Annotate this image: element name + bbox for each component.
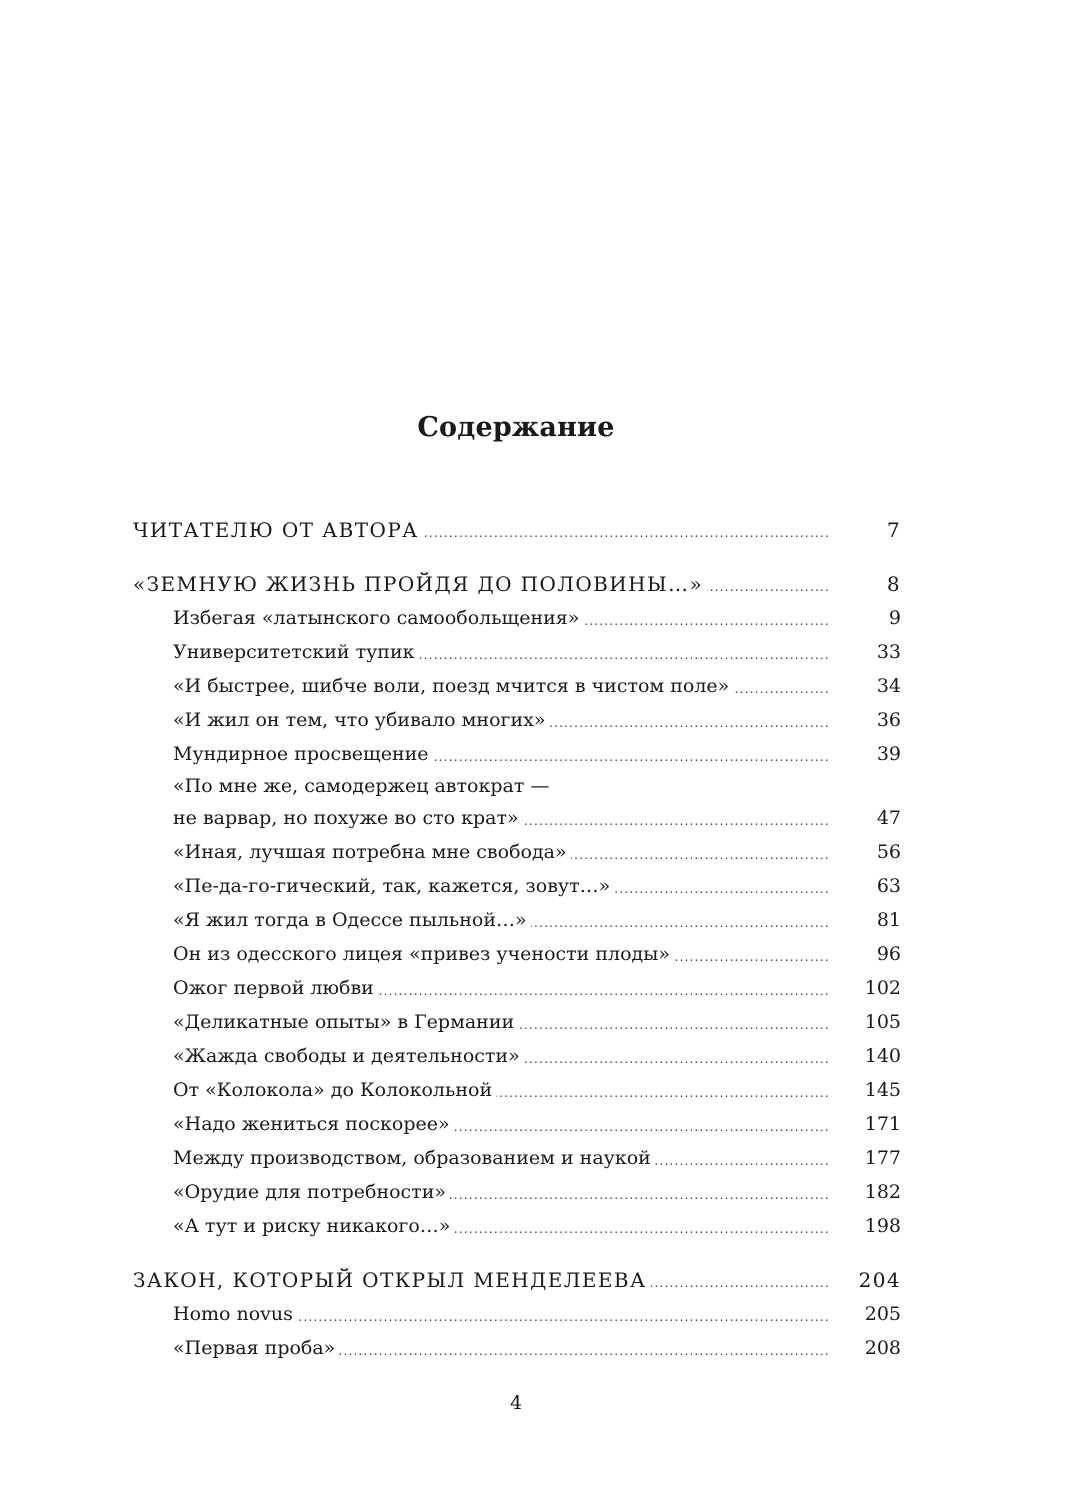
toc-entry[interactable] <box>133 1141 901 1175</box>
toc-entry-label: «Иная, лучшая потребна мне свобода» <box>173 841 571 863</box>
toc-entry[interactable] <box>133 1073 901 1107</box>
toc-entry-label: «ЗЕМНУЮ ЖИЗНЬ ПРОЙДЯ ДО ПОЛОВИНЫ…» <box>133 572 707 596</box>
toc-entry-label: Ожог первой любви <box>173 977 378 999</box>
toc-entry-page: 208 <box>864 1337 901 1359</box>
toc-entry-label: «Надо жениться поскорее» <box>173 1113 454 1135</box>
toc-entry[interactable] <box>133 737 901 771</box>
toc-entry[interactable] <box>133 669 901 703</box>
toc-entry[interactable] <box>133 1175 901 1209</box>
toc-entry-label: «Я жил тогда в Одессе пыльной…» <box>173 909 531 931</box>
toc-entry-page: 63 <box>876 875 901 897</box>
toc-entry-page: 204 <box>858 1268 901 1292</box>
toc-entry-page: 105 <box>864 1011 901 1033</box>
toc-entry-page: 81 <box>876 909 901 931</box>
toc-entry-page: 140 <box>864 1045 901 1067</box>
toc-entry[interactable] <box>133 869 901 903</box>
toc-entry[interactable] <box>133 903 901 937</box>
toc-entry-page: 8 <box>886 572 901 596</box>
toc-entry-page: 39 <box>876 743 901 765</box>
toc-entry[interactable] <box>133 937 901 971</box>
toc-entry-label: Между производством, образованием и наукой <box>173 1147 655 1169</box>
toc-entry-label: «И быстрее, шибче воли, поезд мчится в чистом поле» <box>173 675 733 697</box>
toc-entry-label: ЧИТАТЕЛЮ ОТ АВТОРА <box>133 518 423 542</box>
toc-entry-page: 34 <box>876 675 901 697</box>
toc-entry[interactable] <box>133 835 901 869</box>
page-number: 4 <box>509 1392 523 1414</box>
toc-entry-label: «А тут и риску никакого…» <box>173 1215 454 1237</box>
toc-entry-page: 47 <box>876 807 901 829</box>
toc-entry-page: 177 <box>864 1147 901 1169</box>
toc-entry[interactable] <box>133 1107 901 1141</box>
toc-entry-page: 7 <box>886 518 901 542</box>
toc-entry[interactable] <box>133 1297 901 1331</box>
toc-entry-label: Homo novus <box>173 1303 297 1325</box>
toc-entry-label: «Орудие для потребности» <box>173 1181 450 1203</box>
toc-entry-page: 33 <box>876 641 901 663</box>
toc-entry-label: Университетский тупик <box>173 641 419 663</box>
toc-entry-page: 198 <box>864 1215 901 1237</box>
toc-entry-label: Избегая «латынского самообольщения» <box>173 607 583 629</box>
toc-entry-page: 145 <box>864 1079 901 1101</box>
toc-entry-label: «Первая проба» <box>173 1337 339 1359</box>
table-of-contents <box>133 513 901 1365</box>
toc-entry-label: «И жил он тем, что убивало многих» <box>173 709 550 731</box>
toc-entry-label: «Деликатные опыты» в Германии <box>173 1011 518 1033</box>
toc-entry[interactable] <box>133 601 901 635</box>
toc-entry-label: От «Колокола» до Колокольной <box>173 1079 496 1101</box>
toc-entry-page: 96 <box>876 943 901 965</box>
toc-entry[interactable] <box>133 703 901 737</box>
toc-entry-page: 205 <box>864 1303 901 1325</box>
toc-entry-page: 171 <box>864 1113 901 1135</box>
toc-entry[interactable] <box>133 1039 901 1073</box>
toc-entry-label: «Жажда свободы и деятельности» <box>173 1045 524 1067</box>
toc-entry[interactable] <box>133 635 901 669</box>
toc-entry-label-line1: «По мне же, самодержец автократ — <box>173 775 550 797</box>
toc-entry-label: ЗАКОН, КОТОРЫЙ ОТКРЫЛ МЕНДЕЛЕЕВА <box>133 1268 651 1292</box>
toc-entry-page: 56 <box>876 841 901 863</box>
toc-entry-section[interactable] <box>133 1263 901 1297</box>
toc-entry-section[interactable] <box>133 567 901 601</box>
toc-entry-label: Мундирное просвещение <box>173 743 433 765</box>
toc-entry[interactable] <box>133 771 901 835</box>
toc-entry-page: 36 <box>876 709 901 731</box>
toc-entry-page: 102 <box>864 977 901 999</box>
toc-entry-label: «Пе-да-го-гический, так, кажется, зовут…» <box>173 875 614 897</box>
toc-entry[interactable] <box>133 1005 901 1039</box>
toc-entry[interactable] <box>133 1331 901 1365</box>
toc-entry-page: 9 <box>888 607 901 629</box>
toc-entry-label: Он из одесского лицея «привез учености плоды» <box>173 943 674 965</box>
toc-entry-page: 182 <box>864 1181 901 1203</box>
toc-entry-section[interactable] <box>133 513 901 547</box>
toc-entry[interactable] <box>133 971 901 1005</box>
toc-entry-label: не варвар, но похуже во сто крат» <box>173 807 523 829</box>
toc-entry[interactable] <box>133 1209 901 1243</box>
page-title: Содержание <box>417 412 615 443</box>
